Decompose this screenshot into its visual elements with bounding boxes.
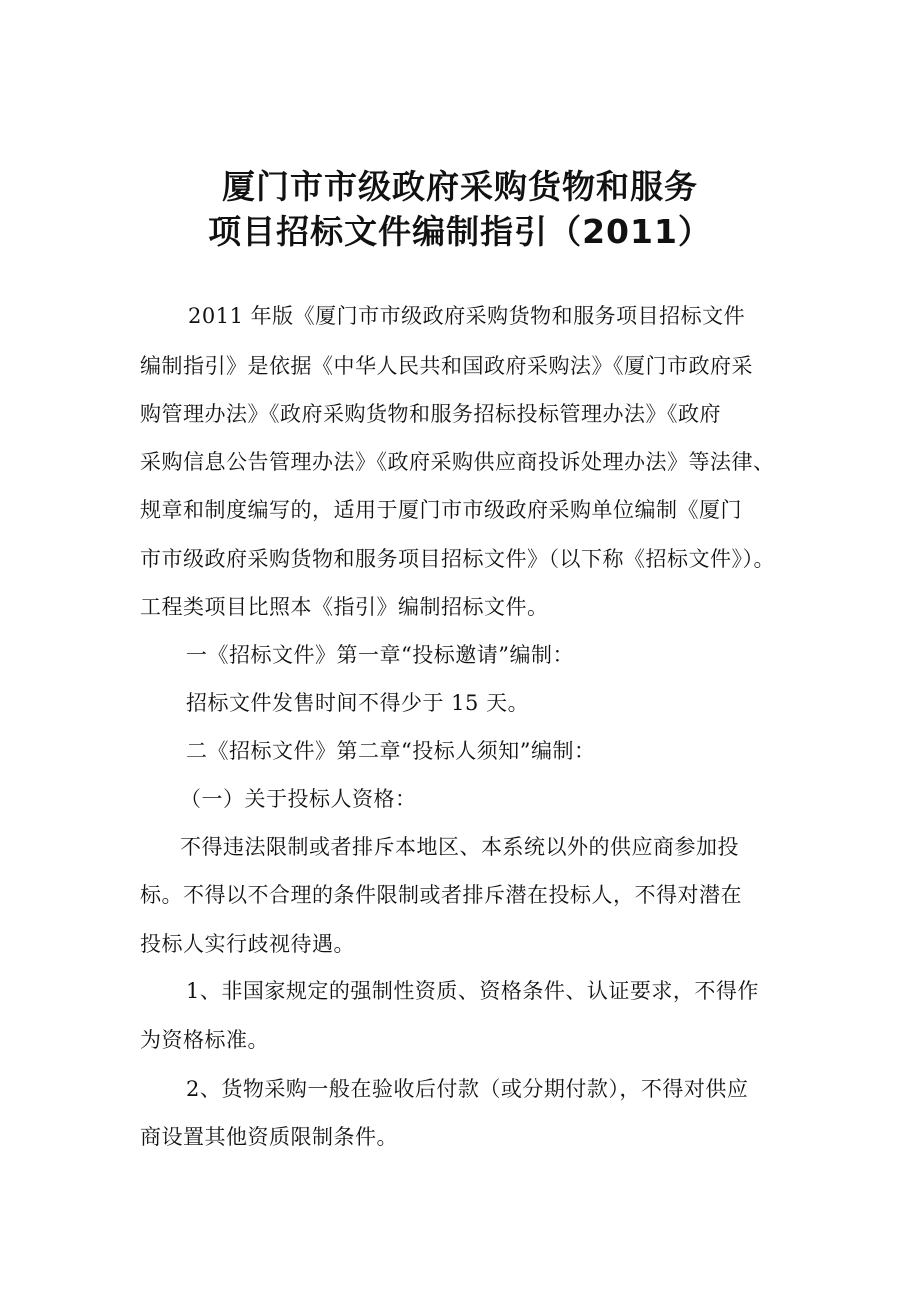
body-line: 1、非国家规定的强制性资质、资格条件、认证要求，不得作 [186, 979, 759, 1003]
body-line: 为资格标准。 [140, 1028, 269, 1052]
body-line: 编制指引》是依据《中华人民共和国政府采购法》《厦门市政府采 [140, 354, 753, 378]
body-line: 投标人实行歧视待遇。 [140, 932, 355, 956]
body-line: 招标文件发售时间不得少于 15 天。 [186, 691, 530, 715]
body-line: 规章和制度编写的，适用于厦门市市级政府采购单位编制《厦门 [140, 498, 742, 522]
document-title-line-1: 厦门市市级政府采购货物和服务 [222, 167, 698, 206]
body-line: 标。不得以不合理的条件限制或者排斥潜在投标人，不得对潜在 [140, 883, 742, 907]
body-line: 2011 年版《厦门市市级政府采购货物和服务项目招标文件 [188, 304, 746, 328]
body-line: （一）关于投标人资格： [180, 787, 417, 811]
body-line: 市市级政府采购货物和服务项目招标文件》（以下称《招标文件》）。 [140, 547, 775, 571]
body-line: 一《招标文件》第一章“投标邀请”编制： [186, 643, 574, 667]
body-line: 2、货物采购一般在验收后付款（或分期付款），不得对供应 [186, 1077, 749, 1101]
body-line: 购管理办法》《政府采购货物和服务招标投标管理办法》《政府 [140, 402, 721, 426]
body-line: 采购信息公告管理办法》《政府采购供应商投诉处理办法》等法律、 [140, 450, 775, 474]
body-line: 不得违法限制或者排斥本地区、本系统以外的供应商参加投 [180, 835, 739, 859]
document-title-line-2: 项目招标文件编制指引（2011） [208, 212, 712, 251]
body-line: 工程类项目比照本《指引》编制招标文件。 [140, 595, 549, 619]
body-line: 商设置其他资质限制条件。 [140, 1125, 398, 1149]
body-line: 二《招标文件》第二章“投标人须知”编制： [186, 739, 596, 763]
